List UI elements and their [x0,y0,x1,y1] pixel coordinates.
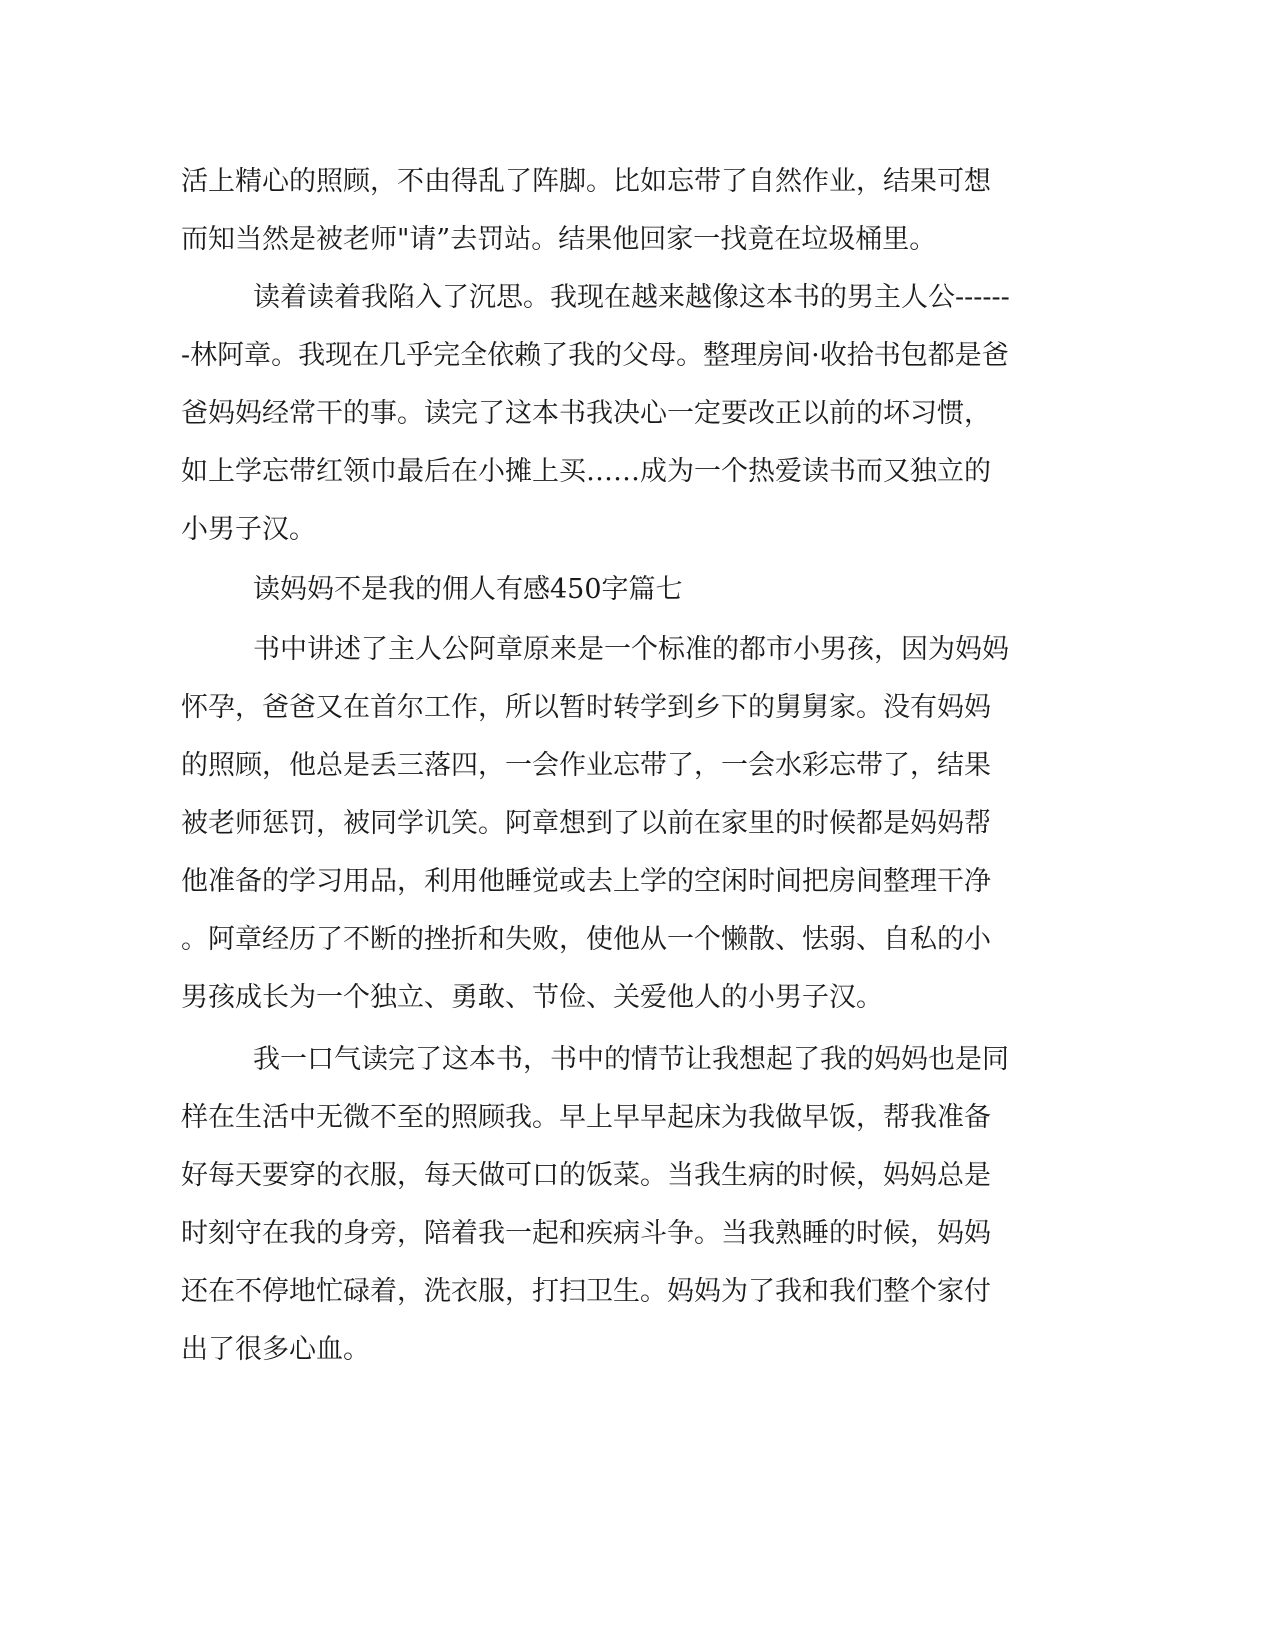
paragraph-line [0,1088,1275,1148]
paragraph-line [0,620,1275,680]
paragraph-line [0,500,1275,560]
line-text: 活上精心的照顾，不由得乱了阵脚。比如忘带了自然作业，结果可想 [181,166,991,197]
line-text: 还在不停地忙碌着，洗衣服，打扫卫生。妈妈为了我和我们整个家付 [181,1276,991,1307]
line-text: 样在生活中无微不至的照顾我。早上早早起床为我做早饭，帮我准备 [181,1102,991,1133]
line-text: 被老师惩罚，被同学讥笑。阿章想到了以前在家里的时候都是妈妈帮 [181,808,991,839]
paragraph-line [0,678,1275,738]
paragraph-line [0,968,1275,1028]
line-text: 。阿章经历了不断的挫折和失败，使他从一个懒散、怯弱、自私的小 [181,924,991,955]
paragraph-line [0,852,1275,912]
line-text: 他准备的学习用品，利用他睡觉或去上学的空闲时间把房间整理干净 [181,866,991,897]
line-text: -林阿章。我现在几乎完全依赖了我的父母。整理房间·收拾书包都是爸 [181,340,1009,371]
line-text: 书中讲述了主人公阿章原来是一个标准的都市小男孩，因为妈妈 [253,634,1009,665]
line-text: 如上学忘带红领巾最后在小摊上买……成为一个热爱读书而又独立的 [181,456,991,487]
line-text: 我一口气读完了这本书，书中的情节让我想起了我的妈妈也是同 [253,1044,1009,1075]
paragraph-line [0,736,1275,796]
line-text: 的照顾，他总是丢三落四，一会作业忘带了，一会水彩忘带了，结果 [181,750,991,781]
line-text: 男孩成长为一个独立、勇敢、节俭、关爱他人的小男子汉。 [181,982,883,1013]
paragraph-line [0,794,1275,854]
paragraph-line [0,1204,1275,1264]
heading-text: 读妈妈不是我的佣人有感450字篇七 [253,574,683,605]
line-text: 而知当然是被老师"请”去罚站。结果他回家一找竟在垃圾桶里。 [181,224,937,255]
section-heading [0,560,1275,620]
paragraph-line [0,442,1275,502]
paragraph-line [0,326,1275,386]
paragraph-line [0,268,1275,328]
line-text: 爸妈妈经常干的事。读完了这本书我决心一定要改正以前的坏习惯， [181,398,991,429]
paragraph-line [0,1030,1275,1090]
paragraph-line [0,210,1275,270]
line-text: 时刻守在我的身旁，陪着我一起和疾病斗争。当我熟睡的时候，妈妈 [181,1218,991,1249]
line-text: 好每天要穿的衣服，每天做可口的饭菜。当我生病的时候，妈妈总是 [181,1160,991,1191]
line-text: 怀孕，爸爸又在首尔工作，所以暂时转学到乡下的舅舅家。没有妈妈 [181,692,991,723]
paragraph-line [0,910,1275,970]
paragraph-line [0,152,1275,212]
paragraph-line [0,1262,1275,1322]
line-text: 小男子汉。 [181,514,316,545]
paragraph-line [0,1320,1275,1380]
paragraph-line [0,384,1275,444]
line-text: 出了很多心血。 [181,1334,370,1365]
paragraph-line [0,1146,1275,1206]
line-text: 读着读着我陷入了沉思。我现在越来越像这本书的男主人公------ [253,282,1010,313]
